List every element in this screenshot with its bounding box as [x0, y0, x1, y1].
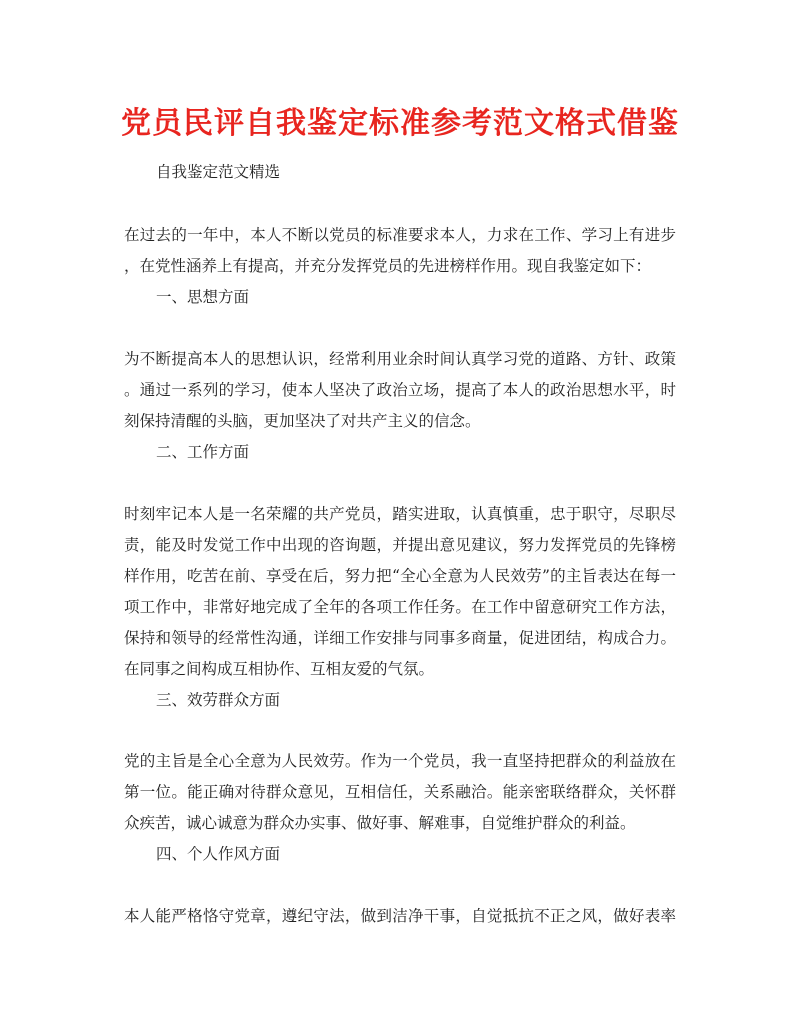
section2-line-4: 项工作中，非常好地完成了全年的各项工作任务。在工作中留意研究工作方法，	[124, 598, 676, 616]
section1-line-2: 。通过一系列的学习，使本人坚决了政治立场，提高了本人的政治思想水平，时	[124, 381, 676, 399]
section-heading-thought: 一、思想方面	[156, 288, 250, 306]
intro-line-1: 在过去的一年中，本人不断以党员的标准要求本人，力求在工作、学习上有进步	[124, 226, 676, 244]
document-subtitle: 自我鉴定范文精选	[156, 163, 281, 181]
section4-line-1: 本人能严格恪守党章，遵纪守法，做到洁净干事，自觉抵抗不正之风，做好表率	[124, 907, 676, 925]
section3-line-1: 党的主旨是全心全意为人民效劳。作为一个党员，我一直坚持把群众的利益放在	[124, 752, 676, 770]
section1-line-3: 刻保持清醒的头脑，更加坚决了对共产主义的信念。	[124, 412, 481, 430]
section3-line-2: 第一位。能正确对待群众意见，互相信任，关系融洽。能亲密联络群众，关怀群	[124, 783, 676, 801]
section1-line-1: 为不断提高本人的思想认识，经常利用业余时间认真学习党的道路、方针、政策	[124, 350, 676, 368]
section2-line-2: 责，能及时发觉工作中出现的咨询题，并提出意见建议，努力发挥党员的先锋榜	[124, 536, 676, 554]
section2-line-5: 保持和领导的经常性沟通，详细工作安排与同事多商量，促进团结，构成合力。	[124, 629, 676, 647]
section2-line-6: 在同事之间构成互相协作、互相友爱的气氛。	[124, 660, 435, 678]
section2-line-3: 样作用，吃苦在前、享受在后，努力把“全心全意为人民效劳”的主旨表达在每一	[124, 567, 676, 585]
section-heading-service: 三、效劳群众方面	[156, 691, 281, 709]
section-heading-work: 二、工作方面	[156, 443, 250, 461]
intro-line-2: ，在党性涵养上有提高，并充分发挥党员的先进榜样作用。现自我鉴定如下：	[124, 257, 652, 275]
document-title: 党员民评自我鉴定标准参考范文格式借鉴	[121, 106, 679, 141]
section2-line-1: 时刻牢记本人是一名荣耀的共产党员，踏实进取，认真慎重，忠于职守，尽职尽	[124, 505, 676, 523]
section-heading-conduct: 四、个人作风方面	[156, 845, 281, 863]
section3-line-3: 众疾苦，诚心诚意为群众办实事、做好事、解难事，自觉维护群众的利益。	[124, 814, 636, 832]
